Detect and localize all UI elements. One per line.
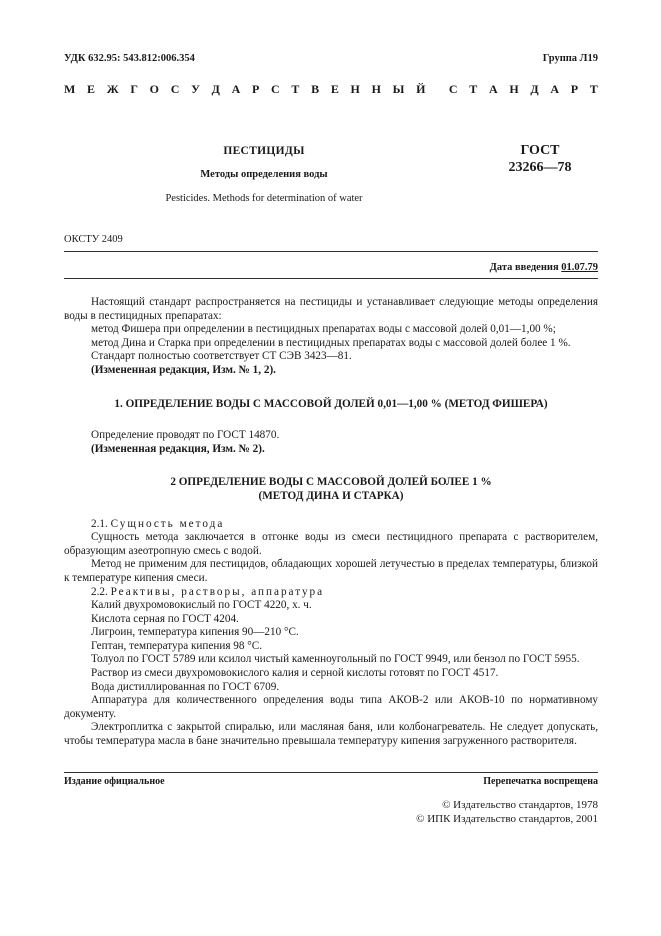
udk-code: УДК 632.95: 543.812:006.354	[64, 53, 195, 64]
document-subtitle: Методы определения воды	[200, 169, 328, 180]
heading-letter: С	[170, 82, 180, 96]
section-1-paragraph: Определение проводят по ГОСТ 14870.	[91, 429, 280, 442]
interstate-standard-heading	[64, 82, 598, 97]
intro-date-label: Дата введения	[489, 262, 562, 273]
section-1-heading: 1. ОПРЕДЕЛЕНИЕ ВОДЫ С МАССОВОЙ ДОЛЕЙ 0,01—1,00 % (МЕТОД ФИШЕРА)	[114, 397, 548, 410]
heading-letter: Р	[570, 82, 579, 96]
heading-letter: Т	[291, 82, 300, 96]
reagent-item: Вода дистиллированная по ГОСТ 6709.	[91, 680, 280, 693]
document-title: ПЕСТИЦИДЫ	[223, 145, 305, 157]
heading-letter: Е	[330, 82, 339, 96]
reprint-prohibited-note: Перепечатка воспрещена	[483, 776, 598, 787]
intro-paragraph: Настоящий стандарт распространяется на пестициды и устанавливает следующие методы определения воды в пестицидных препаратах:	[64, 296, 598, 322]
amendment-note: (Измененная редакция, Изм. № 2).	[91, 442, 265, 455]
heading-letter: С	[448, 82, 458, 96]
heading-letter: С	[271, 82, 280, 96]
heading-letter: Д	[530, 82, 539, 96]
heading-letter: Н	[350, 82, 360, 96]
amendment-note: (Измененная редакция, Изм. № 1, 2).	[91, 363, 276, 376]
heading-letter: А	[488, 82, 498, 96]
section-2-paragraph: Метод не применим для пестицидов, обладающих хорошей летучестью в пределах температуры, близкой к температуре кипения смеси.	[64, 558, 598, 584]
heading-letter: Т	[469, 82, 478, 96]
reagent-item: Кислота серная по ГОСТ 4204.	[91, 612, 239, 625]
heading-letter: Ы	[392, 82, 405, 96]
section-2-paragraph: Сущность метода заключается в отгонке воды из смеси пестицидного препарата с растворителем, образующим азеотропную смесь с водой.	[64, 531, 598, 557]
subsection-number: 2.1.	[91, 517, 111, 530]
copyright-line: © Издательство стандартов, 1978	[442, 799, 598, 811]
heading-letter: Ж	[106, 82, 119, 96]
heading-letter: Д	[211, 82, 220, 96]
subsection-2-2-heading	[64, 586, 598, 600]
heading-letter: А	[550, 82, 560, 96]
subsection-2-1-heading	[64, 518, 598, 532]
reagent-item: Гептан, температура кипения 98 °С.	[91, 639, 262, 652]
copyright-block	[416, 798, 598, 826]
heading-letter: Й	[416, 82, 426, 96]
intro-paragraph: Стандарт полностью соответствует СТ СЭВ 3423—81.	[91, 350, 352, 363]
divider	[64, 772, 598, 773]
subsection-title: Сущность метода	[110, 517, 225, 530]
section-2-heading	[64, 476, 598, 503]
reagent-item: Аппаратура для количественного определения воды типа АКОВ-2 или АКОВ-10 по нормативному документу.	[64, 694, 598, 720]
intro-date	[490, 262, 598, 273]
divider	[64, 278, 598, 279]
copyright-line: © ИПК Издательство стандартов, 2001	[416, 813, 598, 825]
heading-letter: Е	[87, 82, 96, 96]
gost-label: ГОСТ	[520, 143, 560, 158]
heading-letter: А	[231, 82, 241, 96]
heading-letter: Т	[589, 82, 598, 96]
intro-paragraph: метод Дина и Старка при определении в пестицидных препаратах воды с массовой долей более 1 %.	[91, 336, 571, 349]
intro-date-value: 01.07.79	[561, 262, 598, 273]
intro-paragraph: метод Фишера при определении в пестицидных препаратах воды с массовой долей 0,01—1,00 %;	[91, 323, 556, 336]
heading-letter: В	[311, 82, 320, 96]
okstu-code: ОКСТУ 2409	[64, 234, 123, 245]
heading-letter: Р	[251, 82, 260, 96]
title-block	[64, 145, 464, 204]
reagent-item: Лигроин, температура кипения 90—210 °С.	[91, 626, 299, 639]
reagent-item: Калий двухромовокислый по ГОСТ 4220, х. ч.	[91, 599, 312, 612]
heading-letter: Н	[509, 82, 519, 96]
heading-letter: О	[149, 82, 160, 96]
reagent-item: Электроплитка с закрытой спиралью, или масляная баня, или колбонагреватель. Не следует допускать, чтобы температура масла в бане значительно превышала температуру кипения загруженного растворителя.	[64, 721, 598, 748]
gost-designation	[480, 142, 600, 176]
heading-letter: У	[191, 82, 200, 96]
heading-letter: Н	[371, 82, 381, 96]
heading-letter: М	[64, 82, 76, 96]
english-title: Pesticides. Methods for determination of water	[165, 193, 363, 204]
document-body	[64, 296, 598, 749]
subsection-number: 2.2.	[91, 585, 111, 598]
official-edition-note: Издание официальное	[64, 776, 165, 787]
divider	[64, 251, 598, 252]
group-code: Группа Л19	[542, 53, 598, 64]
section-2-heading-line: (МЕТОД ДИНА И СТАРКА)	[258, 489, 404, 502]
subsection-title: Реактивы, растворы, аппаратура	[110, 585, 325, 598]
gost-number: 23266—78	[508, 160, 572, 175]
heading-letter: Г	[130, 82, 138, 96]
reagent-item: Раствор из смеси двухромовокислого калия и серной кислоты готовят по ГОСТ 4517.	[91, 667, 499, 680]
section-2-heading-line: 2 ОПРЕДЕЛЕНИЕ ВОДЫ С МАССОВОЙ ДОЛЕЙ БОЛЕЕ 1 %	[170, 476, 492, 489]
reagent-item: Толуол по ГОСТ 5789 или ксилол чистый каменноугольный по ГОСТ 9949, или бензол по ГОСТ 5955.	[91, 653, 580, 666]
